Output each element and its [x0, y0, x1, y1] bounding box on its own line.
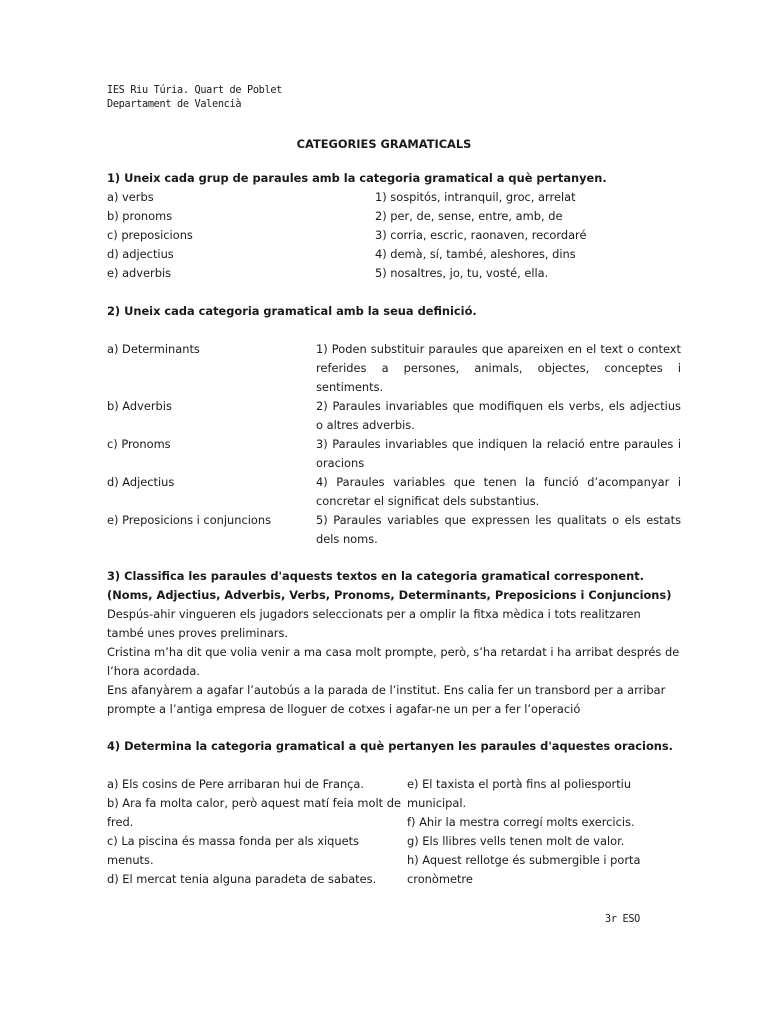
exercise-3	[107, 567, 681, 719]
list-item	[107, 397, 681, 435]
text-paragraph: Despús-ahir vingueren els jugadors seleccionats per a omplir la fitxa mèdica i tots realitzaren també unes proves preliminars.	[107, 607, 641, 640]
word-group: 1) sospitós, intranquil, groc, arrelat	[375, 190, 576, 204]
word-group: 2) per, de, sense, entre, amb, de	[375, 209, 563, 223]
exercise-4	[107, 737, 681, 889]
exercise-1-heading: 1) Uneix cada grup de paraules amb la categoria gramatical a què pertanyen.	[107, 171, 607, 185]
category-label: b) Adverbis	[107, 399, 172, 413]
exercise-3-heading: 3) Classifica les paraules d'aquests textos en la categoria gramatical corresponent.	[107, 569, 644, 583]
category-label: b) pronoms	[107, 209, 173, 223]
word-group: 3) corria, escric, raonaven, recordaré	[375, 228, 587, 242]
sentence-item: c) La piscina és massa fonda per als xiquets menuts.	[107, 834, 359, 867]
school-name: IES Riu Túria. Quart de Poblet	[107, 85, 283, 96]
category-label: e) adverbis	[107, 266, 172, 280]
list-item	[107, 264, 681, 283]
text-paragraph: Ens afanyàrem a agafar l’autobús a la parada de l’institut. Ens calia fer un transbord per a arribar prompte a l’antiga empresa de lloguer de cotxes i agafar-ne un per a fer l’operació	[107, 683, 666, 716]
category-label: c) preposicions	[107, 228, 193, 242]
definition: 3) Paraules invariables que indiquen la relació entre paraules i oracions	[316, 437, 681, 470]
sentence-item: e) El taxista el portà fins al poliesportiu municipal.	[407, 777, 632, 810]
sentence-item: f) Ahir la mestra corregí molts exercicis.	[407, 815, 635, 829]
sentences-right-column	[407, 775, 681, 889]
list-item	[107, 226, 681, 245]
category-label: a) verbs	[107, 190, 154, 204]
category-label: a) Determinants	[107, 342, 200, 356]
category-label: e) Preposicions i conjuncions	[107, 513, 272, 527]
word-group: 5) nosaltres, jo, tu, vosté, ella.	[375, 266, 549, 280]
list-item	[107, 188, 681, 207]
list-item	[107, 511, 681, 549]
sentence-item: b) Ara fa molta calor, però aquest matí feia molt de fred.	[107, 796, 401, 829]
exercise-4-heading: 4) Determina la categoria gramatical a què pertanyen les paraules d'aquestes oracions.	[107, 739, 673, 753]
course-label: 3r ESO	[605, 914, 641, 925]
definition: 5) Paraules variables que expressen les qualitats o els estats dels noms.	[316, 513, 681, 546]
definition: 1) Poden substituir paraules que apareixen en el text o context referides a persones, animals, objectes, conceptes i sentiments.	[316, 342, 681, 394]
list-item	[107, 207, 681, 226]
sentence-item: h) Aquest rellotge és submergible i porta cronòmetre	[407, 853, 641, 886]
school-header	[107, 84, 282, 112]
definition: 2) Paraules invariables que modifiquen els verbs, els adjectius o altres adverbis.	[316, 399, 681, 432]
exercise-2-heading: 2) Uneix cada categoria gramatical amb la seua definició.	[107, 304, 477, 318]
exercise-2	[107, 302, 681, 549]
text-paragraph: Cristina m’ha dit que volia venir a ma casa molt prompte, però, s’ha retardat i ha arribat després de l’hora acordada.	[107, 645, 680, 678]
sentence-item: a) Els cosins de Pere arribaran hui de França.	[107, 777, 365, 791]
sentences-left-column	[107, 775, 407, 889]
sentence-item: g) Els llibres vells tenen molt de valor.	[407, 834, 625, 848]
list-item	[107, 340, 681, 397]
list-item	[107, 435, 681, 473]
sentence-item: d) El mercat tenia alguna paradeta de sabates.	[107, 872, 377, 886]
page-title: CATEGORIES GRAMATICALS	[296, 137, 472, 151]
category-label: d) Adjectius	[107, 475, 175, 489]
exercise-1	[107, 169, 681, 283]
category-label: c) Pronoms	[107, 437, 171, 451]
exercise-3-subheading: (Noms, Adjectius, Adverbis, Verbs, Pronoms, Determinants, Preposicions i Conjuncions)	[107, 588, 672, 602]
category-label: d) adjectius	[107, 247, 174, 261]
word-group: 4) demà, sí, també, aleshores, dins	[375, 247, 576, 261]
definition: 4) Paraules variables que tenen la funció d’acompanyar i concretar el significat dels substantius.	[316, 475, 681, 508]
list-item	[107, 473, 681, 511]
list-item	[107, 245, 681, 264]
department-name: Departament de Valencià	[107, 99, 242, 110]
